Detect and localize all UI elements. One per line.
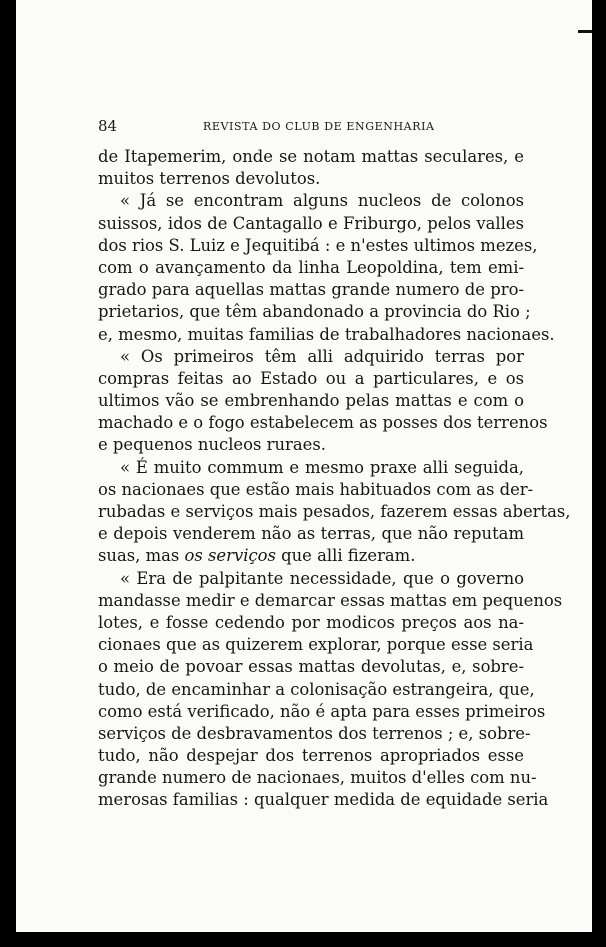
text-line: como está verificado, não é apta para esses primeiros: [98, 701, 546, 721]
book-page: [16, 0, 592, 932]
text-line: os nacionaes que estão mais habituados com as der-: [98, 479, 534, 499]
text-line: « Já se encontram alguns nucleos de colonos: [120, 191, 524, 211]
text-line: « Era de palpitante necessidade, que o governo: [120, 568, 524, 588]
text-line: dos rios S. Luiz e Jequitibá : e n'estes ultimos mezes,: [98, 235, 538, 255]
text-line: cionaes que as quizerem explorar, porque esse seria: [98, 635, 534, 655]
body-text: [98, 146, 571, 812]
text-line: muitos terrenos devolutos.: [98, 169, 321, 189]
text-line: « É muito commum e mesmo praxe alli seguida,: [120, 457, 524, 477]
text-line: rubadas e serviços mais pesados, fazerem essas abertas,: [98, 502, 571, 521]
text-line: e depois venderem não as terras, que não reputam: [98, 524, 524, 544]
text-fragment: que alli fizeram.: [275, 546, 416, 566]
text-line: compras feitas ao Estado ou a particulares, e os: [98, 368, 524, 388]
text-fragment: suas, mas: [98, 546, 185, 566]
text-line: machado e o fogo estabelecem as posses dos terrenos: [98, 413, 548, 433]
text-line: suissos, idos de Cantagallo e Friburgo, pelos valles: [98, 213, 524, 233]
text-line: e pequenos nucleos ruraes.: [98, 435, 326, 455]
scan-edge-mark: [578, 30, 592, 33]
text-line: tudo, não despejar dos terrenos apropriados esse: [98, 746, 524, 766]
text-line: e, mesmo, muitas familias de trabalhadores nacionaes.: [98, 324, 555, 344]
text-line: ultimos vão se embrenhando pelas mattas e com o: [98, 391, 524, 411]
running-head: REVISTA DO CLUB DE ENGENHARIA: [203, 120, 435, 133]
text-line: mandasse medir e demarcar essas mattas em pequenos: [98, 590, 563, 610]
text-line: merosas familias : qualquer medida de equidade seria: [98, 790, 549, 810]
text-line: tudo, de encaminhar a colonisação estrangeira, que,: [98, 679, 535, 699]
italic-phrase: os serviços: [184, 546, 276, 566]
text-line: serviços de desbravamentos dos terrenos ; e, sobre-: [98, 723, 531, 743]
text-line: com o avançamento da linha Leopoldina, tem emi-: [98, 257, 524, 277]
text-line: « Os primeiros têm alli adquirido terras por: [120, 346, 524, 366]
text-line: [98, 545, 524, 567]
page-number: 84: [98, 117, 118, 135]
text-line: grande numero de nacionaes, muitos d'elles com nu-: [98, 768, 537, 788]
page-header: [98, 117, 518, 137]
text-line: de Itapemerim, onde se notam mattas seculares, e: [98, 147, 524, 166]
text-line: grado para aquellas mattas grande numero de pro-: [98, 280, 524, 300]
text-line: lotes, e fosse cedendo por modicos preços aos na-: [98, 612, 524, 632]
text-line: prietarios, que têm abandonado a provincia do Rio ;: [98, 302, 531, 322]
text-line: o meio de povoar essas mattas devolutas, e, sobre-: [98, 657, 524, 677]
